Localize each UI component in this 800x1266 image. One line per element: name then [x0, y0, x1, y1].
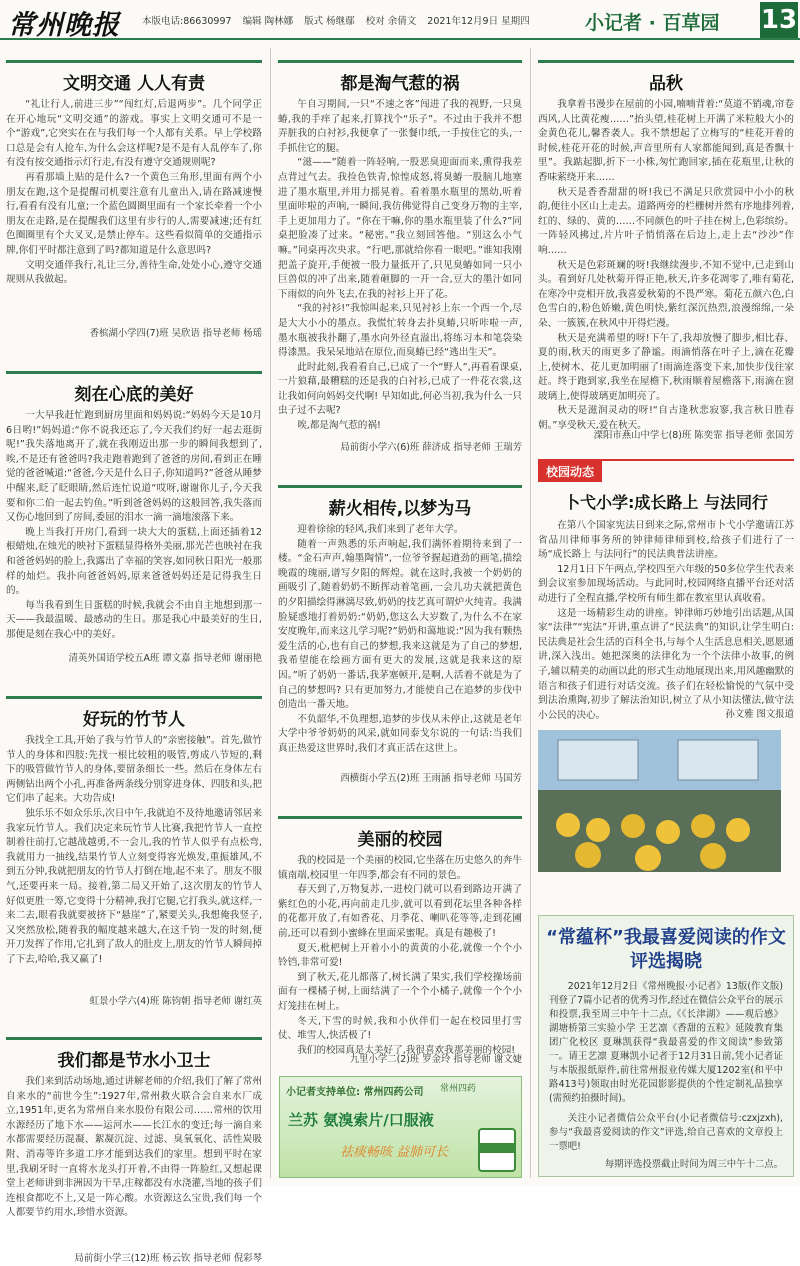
article-title: 卜弋小学:成长路上 与法同行	[564, 493, 768, 512]
paragraph: 我找全工具,开始了我与竹节人的“亲密接触”。首先,做竹节人的身体和四肢:先找一根比较粗的吸管,剪成八节短的,剩下的吸管做竹节人的身体,要留条细长一些。然后在身体左右两侧钻出两个小孔,再准备两条线分别穿进身体、四肢和头,把它们串了起来。大功告成!	[6, 735, 262, 805]
paragraph: 12月1日下午两点,学校四至六年级的50多位学生代表来到会议室参加现场活动。与此同时,校园网络直播平台还对活动进行了全程直播,学校所有师生都在教室里认真收看。	[538, 563, 794, 604]
paragraph: 夏天,枇杷树上开着小小的黄黄的小花,就像一个个小铃铛,非常可爱!	[278, 942, 522, 969]
article-byline: 九里小学二(2)班 罗金玲 指导老师 谢文婕	[349, 1054, 522, 1065]
paragraph: 此时此刻,我看看自己,已成了一个“野人”,再看看课桌,一片狼藉,最糟糕的还是我的白衬衫,已成了一件花衣裳,这让我如何向妈妈交代啊! 早知如此,何必当初,我为什么一只虫子过不去呢?	[278, 361, 522, 417]
paragraph: 我们的校园真是太美好了,我很喜欢我那美丽的校园!	[297, 1044, 516, 1056]
header-editor: 编辑 陶林娜	[242, 16, 294, 27]
article-byline: 香槟湖小学四(7)班 吴欣语 指导老师 杨瑶	[89, 328, 262, 339]
paragraph: 我们来到活动场地,通过讲解老师的介绍,我们了解了常州自来水的“前世今生”:1927年,常州救火联合会自来水厂成立,1951年,更名为常州自来水股份有限公司……常州的饮用水源经历了地下水——运河水——长江水的变迁;每一滴自来水都需要经历混凝、絮凝沉淀、过滤、臭氧氧化、活性炭吸附、消毒等许多道工序才能到达我们的家里。想到平时在家里,我刷牙时一直将水龙头打开着,不由得一阵脸红,又想起课堂上老师讲到非洲因为干旱,庄稼都没有水浇灌,当地的孩子们连根食都吃不上,又是一阵心酸。水资源这么宝贵,我们每一个人都要节约用水,珍惜水资源。	[6, 1076, 262, 1219]
header-proof: 校对 余倩文	[365, 16, 417, 27]
paragraph: 春天到了,万物复苏,一进校门就可以看到路边开满了紫红色的小花,再向前走几步,就可以看到花坛里各种各样的花都开放了,有如香花、月季花、喇叭花等等,走到花圃前,还可以看到小蜜蜂在里面采蜜呢。真是有趣极了!	[278, 884, 522, 939]
paragraph: 秋天是香香甜甜的呀!我已不满足只欣赏园中小小的秋韵,便往小区山上走去。道路两旁的栏栅树并然有序地排列着,红的、绿的、黄的……不同颜色的叶子挂在树上,色彩缤纷。一阵轻风拂过,片片叶子悄悄落在后边上,走上去“沙沙”作响……	[538, 186, 794, 256]
paragraph: 冬天,下雪的时候,我和小伙伴们一起在校园里打雪仗、堆雪人,快活极了!	[278, 1015, 522, 1042]
article-byline: 虹景小学六(4)班 陈钧朝 指导老师 谢红英	[89, 996, 262, 1007]
medicine-box-icon	[475, 1125, 519, 1175]
article-title: 都是淘气惹的祸	[278, 60, 522, 92]
article-body	[6, 734, 262, 992]
article-byline: 局前街小学六(6)班 薛济成 指导老师 王瑞芳	[340, 442, 522, 453]
paragraph: 独乐乐不如众乐乐,次日中午,我就迫不及待地邀请邻居来我家玩竹节人。我们决定来玩竹节人比赛,我把竹节人一直控制着往前打,它越战越勇,不一会儿,我的竹节人似乎有点松弯,我就用力一抽线,结果竹节人立刻变得容光焕发,重振雄风,不到五分钟,我就把朋友的竹节人打倒在地,起不来了。朋友不服气,还要再来一局。接着,第二局又开始了,这次朋友的竹节人好似更胜一筹,它变得十分精神,我打它腿,它打我头,就这样,一来二去,眼看我就要被挤下“悬崖”了,紧要关头,我想俺我竖子,又突然放松,随着我的幅度越来越大,在这千钧一发的时刻,便开刀发挥了作用,它扎到了敌人的肚皮上,朋友的竹节人瞬间掉了下去,哈哈,我又赢了!	[6, 807, 262, 965]
article-byline: 局前街小学三(12)班 杨云钦 指导老师 倪彩琴	[74, 1253, 262, 1264]
article-body	[538, 98, 794, 432]
ad-sponsor: 小记者支持单位: 常州四药公司	[286, 1087, 424, 1098]
column-middle	[278, 60, 522, 1067]
article-title: 美丽的校园	[278, 816, 522, 848]
article-body	[6, 409, 262, 649]
article-body	[6, 1075, 262, 1249]
header-phone: 本版电话:86630997	[142, 16, 232, 27]
article-title: 我们都是节水小卫士	[6, 1037, 262, 1069]
article-title: 刻在心底的美好	[6, 371, 262, 403]
paragraph: 我的校园是一个美丽的校园,它坐落在历史悠久的奔牛镇南端,校园里一年四季,都会有不同的景色。	[278, 855, 522, 881]
paragraph: 随着一声熟悉的乐声响起,我们满怀着期待来到了一楼。“金石声声,翰墨陶情”,一位爷爷握起遒劲的画笔,描绘晚霞的瑰丽,谱写夕阳的辉煌。就在这时,我被一个奶奶的画吸引了,随着奶奶不断挥动着笔画,一会儿功夫就把黄色的夕阳描绘得淋漓尽致,奶奶的技艺真可谓炉火纯青。我满脸疑惑地打着奶奶:“奶奶,您这么大岁数了,为什么不在家安度晚年,而来这儿学习呢?”奶奶和蔼地说:“因为我有颗热爱生活的心,也有自己的梦想,我来这就是为了自己的梦想,我希望能在绘画方面有更大的发展,这就是我来这的原因。”听了奶奶一番话,我茅塞顿开,是啊,人活着不就是为了自己的梦想吗? 只有更加努力,才能使自己在追梦的步伐中创造出一番天地。	[278, 538, 522, 711]
paragraph: “滋——”随着一阵轻响,一股恶臭迎面而来,熏得我差点背过气去。我捡色铁青,惊惶成怒,将臭蝽一股脑儿地塞进了墨水瓶里,并用力摇晃着。看着墨水瓶里的黑幼,听着里面咔啦的声响,一瞬间,我仿佛觉得自己变身万物的主宰,手上更加用力了。“你在干嘛,你的墨水瓶里装了什么?”同桌把脸凑了过来。“秘密。”我立刻回答他。“别这么小气嘛。”同桌再次央求。“行吧,那就给你看一眼吧。”谁知我刚把盖子旋开,手便被一股力量抵开了,只见臭蝽如同一只小巨兽似的冲了出来,随着砸脚的一开一合,豆大的墨汁如同下雨似的向外飞去,在我的衬衫上开了花。	[278, 157, 522, 300]
article-title: 品秋	[538, 60, 794, 92]
paragraph: 文明交通伴我行,礼让三分,善待生命,处处小心,遵守交通规则从我做起。	[6, 259, 262, 286]
classroom-photo	[538, 730, 781, 872]
paragraph: 秋天是滋润灵动的呀!“自古逢秋悲寂寥,我言秋日胜春朝。”享受秋天,爱在秋天。	[538, 405, 794, 432]
article-byline: 清英外国语学校五A班 谭文嘉 指导老师 谢丽艳	[68, 653, 262, 664]
column-left	[6, 60, 262, 1266]
paragraph: 秋天是充满希望的呀!下午了,我却放慢了脚步,相比春、夏的雨,秋天的雨更多了静谧。雨滴悄落在叶子上,滴在花瓣上,使树木、花儿更加明丽了!雨滴连落变下来,加快步伐往家赶。终于跑到家,我坐在屋檐下,秋雨顺着屋檐落下,雨滴在窗玻璃上,使得玻璃更加明亮了。	[538, 332, 794, 402]
header-date: 2021年12月9日 星期四	[427, 16, 530, 27]
paragraph: 每当我看到生日蛋糕的时候,我就会不由自主地想到那一天——我最温暖、最感动的生日。那是我心中最美好的生日,那便是刻在我心中的美好。	[6, 599, 262, 640]
header-info	[142, 13, 538, 27]
section-name: 小记者 · 百草园	[585, 12, 720, 34]
paragraph: 不负韶华,不负理想,追梦的步伐从未停止,这就是老年大学中爷爷奶奶的风采,就如同泰戈尔说的一句话:当我们真正热爱这世界时,我们才真正活在这世上。	[278, 713, 522, 754]
paragraph: 晚上当我打开房门,看到一块大大的蛋糕,上面还插着12根蜡烛,在烛光的映衬下蛋糕显得格外美丽,那光芒也映衬在我和爸爸妈妈的脸上,我露出了幸福的笑容,如同秋日阳光一般那样的灿烂。我扑向爸爸妈妈,原来爸爸妈妈还是记得我生日的。	[6, 526, 262, 597]
paragraph: 我拿着书漫步在屋前的小园,喃喃背着:“莫道不销魂,帘卷西风,人比黄花瘦……”抬头望,桂花树上开满了米粒般大小的金黄色花儿,馨香袭人。我不禁想起了立梅写的“桂花开着的时候,桂花开花的时候,声音里所有人家都能闻到,真是香飘十里”。我踮起脚,折下一小株,匆忙跑回家,插在花瓶里,让秋的香味萦绕开来……	[538, 99, 794, 183]
article-body	[278, 854, 522, 1056]
page-header	[0, 0, 800, 40]
notice-paragraph: 关注小记者微信公众平台(小记者微信号:czxjzxh),参与“我最喜爱阅读的作文”评选,给自己喜欢的文章投上一票吧!	[549, 1113, 783, 1152]
page-number: 13	[760, 2, 798, 38]
column-divider	[530, 48, 531, 1178]
article-byline: 孙文雅 图文报道	[725, 709, 794, 720]
notice-footer: 每期评选投票截止时间为周三中午十二点。	[604, 1159, 783, 1170]
paragraph: 迎着徐徐的轻风,我们来到了老年大学。	[297, 524, 464, 535]
ad-company: 常州四药	[440, 1084, 477, 1094]
article-title: 薪火相传,以梦为马	[278, 485, 522, 517]
paragraph: 一大早我赶忙跑到厨房里面和妈妈说:“妈妈今天是10月6日哟!”妈妈道:“你不说我还忘了,今天我们约好一起去逛街呢!”我失落地离开了,就在我刚迈出那一步的瞬间我想到了,唉,不是还有爸爸吗?我走跑着跑到了爸爸的房间,看到正在睡觉的爸爸喊道:“爸爸,今天是什么日子,你知道吗?”爸爸从睡梦中醒来,眨了眨眼睛,然后连忙说道“哎呀,谢谢你儿子,今天我要和你二伯一起去钓鱼。”听到爸爸妈妈的这般回答,我失落而又伤心地回到了房间,委屈的泪水一滴一滴地滚落下来。	[6, 410, 262, 524]
paragraph: 秋天是色彩斑斓的呀!我继续漫步,不知不觉中,已走到山头。看到好几处秋菊开得正艳,秋天,许多花凋零了,唯有菊花,在寒冷中竞相开放,我喜爱秋菊的不畏严寒。菊花五颜六色,白色雪白的,粉色娇嫩,黄色明快,紫红深沉热烈,浪漫绵绵,一朵朵、一簇簇,在秋风中开得烂漫。	[538, 259, 794, 329]
paragraph: 唉,都是淘气惹的祸!	[297, 420, 381, 432]
paragraph: 在第八个国家宪法日到来之际,常州市卜弋小学邀请江苏省品川律师事务所的钟律师律师到校,给孩子们进行了一场“成长路上 与法同行”的民法典普法讲座。	[538, 520, 794, 561]
advertisement	[279, 1076, 522, 1178]
notice-title: “常蕴杯”我最喜爱阅读的作文评选揭晓	[546, 927, 786, 972]
paragraph: “礼让行人,前进三步”“闯红灯,后退两步”。几个同学正在开心地玩“文明交通”的游戏。事实上文明交通可不是一个“游戏”,它突实在在与我们每一个人都有关系。早上学校路口总是会有人抢车,为什么会这样呢?是不是有人乱停车了,你有没有按交通指示灯行走,有没有遵守交通规则呢?	[6, 99, 262, 169]
paragraph: 到了秋天,花儿都落了,树长满了果实,我们学校操场前面有一棵橘子树,上面结满了一个个小橘子,就像一个个小灯笼挂在树上。	[278, 971, 522, 1012]
column-divider	[270, 48, 271, 1178]
newspaper-logo: 常州晚报	[8, 10, 120, 41]
article-byline: 溧阳市燕山中学七(8)班 陈奕霏 指导老师 张国芳	[593, 430, 794, 441]
article-body	[6, 98, 262, 324]
ad-product: 兰苏 氨溴索片/口服液	[288, 1111, 434, 1129]
header-layout: 版式 杨继鄢	[304, 16, 355, 27]
paragraph: 这是一场精彩生动的讲座。钟律师巧妙地引出话题,从国家“法律”“宪法”开讲,重点讲了“民法典”的知识,让学生明白:民法典是社会生活的百科全书,与每个人生活息息相关,愿愿通讲,深入浅出。她把深奥的法律化为一个个法律小故事,的例子,辅以精美的动画以此的形式生动地展现出来,用风趣幽默的语言和孩子们进行对话交流。孩子们在轻松愉悦的气氛中受到法治熏陶,初步了解法治知识,树立了从小知法懂法,做守法小公民的决心。	[538, 607, 794, 721]
article-body	[278, 523, 522, 769]
ad-slogan: 祛痰畅咳 益肺可长	[340, 1145, 449, 1160]
article-body	[278, 98, 522, 438]
article-title: 好玩的竹节人	[6, 696, 262, 728]
essay-contest-notice	[538, 915, 794, 1177]
campus-news-tag: 校园动态	[538, 461, 602, 482]
article-title: 文明交通 人人有责	[6, 60, 262, 92]
classroom-photo-image	[538, 730, 781, 872]
campus-news-block	[538, 459, 794, 482]
paragraph: “我的衬衫!”我惊叫起来,只见衬衫上东一个西一个,尽是大大小小的墨点。我慌忙转身去扑臭蝽,只听咔啦一声,墨水瓶被我扑翻了,墨水向外径直溢出,将练习本和笔袋染得漆黑。我呆呆地站在原位,而臭蝽已经“逃出生天”。	[278, 303, 522, 359]
column-right	[538, 60, 794, 872]
notice-paragraph: 2021年12月2日《常州晚报·小记者》13版(作文版)刊登了7篇小记者的优秀习作,经过在微信公众平台的展示和投票,我至周三中午十二点,《《长津湖》——观后感》湖塘桥第三实验小学 王艺凛《香甜的五粒》延陵教育集团广化校区 夏琳凯获得“我最喜爱的作文阅读”参致第一。请王艺凛 夏琳凯小记者于12月31日前,凭小记者证与本版报纸原件,前往常州报业传媒大厦1202室(和平中路413号)领取由时光花园影影提供的个性定制礼品独享(需预约拍摄时间)。	[549, 981, 783, 1104]
article-byline: 西横街小学五(2)班 王雨涵 指导老师 马国芳	[340, 773, 522, 784]
paragraph: 午自习期间,一只“不速之客”闯进了我的视野,一只臭蝽,我的手痒了起来,打算找个“乐子”。不过由于我并不想弄脏我的白衬衫,我便拿了一张餐巾纸,一手按住它的头,一手抓住它的腿。	[278, 99, 522, 154]
paragraph: 再看那墙上贴的是什么?一个黄色三角形,里面有两个小朋友在跑,这个是提醒司机要注意有儿童出入,请在路减速慢行,看看有没有儿童;一个蓝色圆圈里面有一个家长牵着一个小朋友在走路,是在提醒我们这里有步行的人,需要减速;还有红色圈圈里有个大叉叉,是禁止停车。这些看似简单的交通指示牌,你们平时都注意到了吗?都知道是什么意思吗?	[6, 171, 262, 256]
